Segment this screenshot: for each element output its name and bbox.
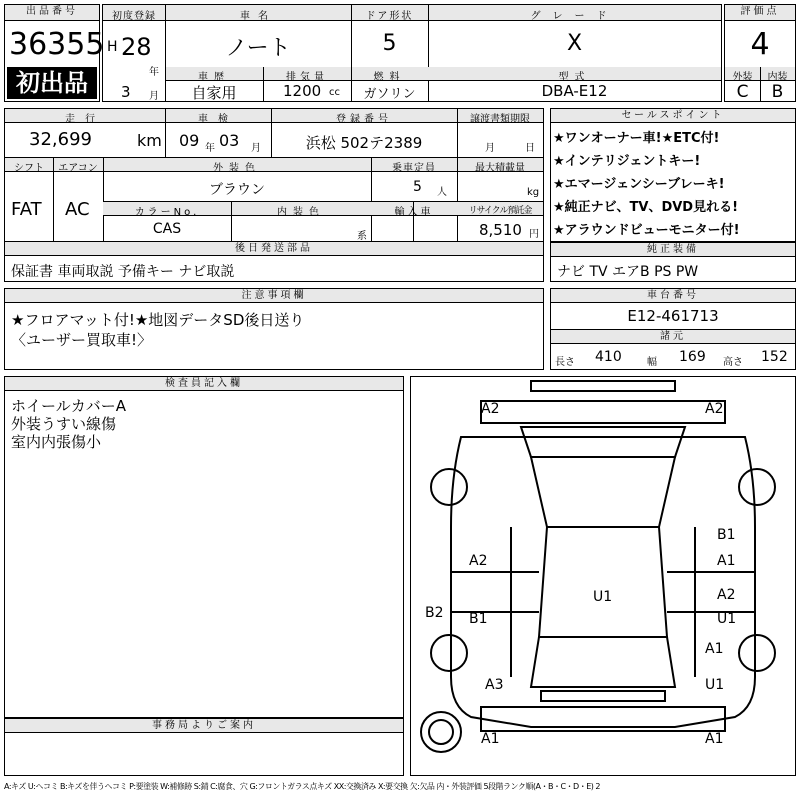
later-parts: 保証書 車両取説 予備キー ナビ取説 [11, 264, 235, 280]
deadline-label: 譲渡書類期限 [470, 114, 530, 125]
notes-box [4, 288, 544, 370]
notes-label: 注意事項欄 [5, 289, 543, 303]
car-outline [411, 377, 795, 775]
score: 4 [750, 27, 770, 62]
plate: 浜松 502テ2389 [305, 134, 423, 152]
front-windshield [521, 427, 685, 457]
reg-month: 3 [121, 83, 131, 101]
car-diagram [410, 376, 796, 776]
chassis-label: 車台番号 [551, 289, 795, 303]
recycle-label: リサイクル預託金 [468, 206, 532, 216]
inspector-label: 検査員記入欄 [5, 377, 403, 391]
inspector-line-1: ホイールカバーA [11, 397, 126, 415]
year-unit: 年 [149, 67, 159, 78]
capacity-label: 乗車定員 [392, 163, 436, 174]
sales-line-3: ★エマージェンシーブレーキ! [553, 177, 725, 192]
equipment-box [550, 242, 796, 282]
month-unit: 月 [149, 91, 159, 102]
inspection-label: 車検 [198, 114, 238, 125]
int-score: B [771, 82, 784, 102]
mark-right-quarter: U1 [705, 677, 725, 693]
load-label: 最大積載量 [475, 163, 525, 174]
wheel-rear-left [431, 635, 467, 671]
int-color-unit: 系 [357, 231, 367, 242]
mark-left-quarter: A3 [485, 677, 504, 693]
front-bumper [481, 401, 725, 423]
history-label: 車歴 [198, 72, 230, 83]
vehicle-info-grid [4, 108, 544, 282]
door-label: ドア形状 [365, 11, 414, 22]
ac-label: エアコン [58, 163, 98, 174]
recycle-unit: 円 [529, 229, 539, 240]
fuel-label: 燃料 [373, 72, 406, 83]
hood [531, 457, 675, 527]
ext-label: 外装 [732, 72, 753, 83]
later-label: 後日発送部品 [5, 242, 543, 256]
color: ブラウン [209, 182, 265, 198]
car-name: ノート [225, 36, 291, 61]
int-label: 内装 [767, 72, 788, 83]
insp-month: 03 [219, 131, 240, 150]
notes-line-1: ★フロアマット付!★地図データSD後日送り [11, 311, 305, 329]
shift: FAT [11, 199, 42, 220]
score-label: 評価点 [725, 5, 795, 21]
plate-label: 登録番号 [336, 114, 392, 125]
wheel-rear-right [739, 635, 775, 671]
grade: X [566, 31, 583, 56]
era: H [107, 39, 118, 55]
color-no-label: カラーNo. [134, 207, 200, 218]
equip-value: ナビ TV エアB PS PW [557, 264, 699, 280]
displacement-unit: cc [329, 87, 340, 98]
insp-year: 09 [179, 131, 200, 150]
sales-line-2: ★インテリジェントキー! [553, 154, 701, 169]
displacement-label: 排気量 [286, 72, 328, 83]
recycle: 8,510 [479, 221, 522, 239]
hgt: 152 [761, 349, 788, 365]
first-listing-badge: 初出品 [7, 67, 97, 99]
mark-rear-left: A1 [481, 731, 500, 747]
model: DBA-E12 [541, 82, 608, 100]
len: 410 [595, 349, 622, 365]
capacity: 5 [413, 179, 422, 195]
shift-label: シフト [14, 163, 44, 174]
insp-year-unit: 年 [205, 143, 215, 154]
sales-line-5: ★アラウンドビューモニター付! [553, 223, 740, 238]
sales-line-4: ★純正ナビ、TV、DVD見れる! [553, 200, 739, 215]
car-name-label: 車名 [240, 11, 276, 22]
roof [539, 527, 667, 637]
legend: A:キズ U:ヘコミ B:キズを伴うヘコミ P:要塗装 W:補修跡 S:錆 C:腐食、穴 G:フロントガラス点キズ XX:交換済み X:要交換 欠:欠品 内・外装評価 5段階ランク順(A・B・C・D・E) 2 [4, 782, 601, 791]
mark-left-rear-door: B1 [469, 611, 488, 627]
ext-score: C [736, 82, 749, 102]
len-label: 長さ [555, 357, 575, 368]
mileage: 32,699 [29, 129, 92, 150]
inspector-box [4, 376, 404, 718]
mileage-unit: km [137, 131, 162, 150]
load-unit: kg [527, 187, 540, 198]
lot-label: 出品番号 [5, 5, 99, 21]
mark-right-rear-wheel: A1 [705, 641, 724, 657]
model-label: 型式 [558, 72, 591, 83]
color-label: 外装色 [213, 163, 261, 174]
wid: 169 [679, 349, 706, 365]
mark-right-rear-door-a: A2 [717, 587, 736, 603]
lot-box [4, 4, 105, 102]
equip-label: 純正装備 [551, 243, 795, 257]
color-no: CAS [152, 221, 182, 237]
chassis-number: E12-461713 [627, 307, 719, 325]
grade-label: グレード [530, 11, 619, 22]
deadline-month: 月 [485, 143, 495, 154]
mark-right-front-door-a: A1 [717, 553, 736, 569]
displacement: 1200 [283, 82, 322, 100]
mark-front-left: A2 [481, 401, 500, 417]
mileage-label: 走行 [65, 114, 105, 125]
office-box [4, 718, 404, 776]
wheel-front-left [431, 469, 467, 505]
notes-line-2: 〈ユーザー買取車!〉 [11, 331, 153, 349]
dims-label: 諸元 [551, 330, 795, 344]
history: 自家用 [191, 84, 237, 102]
inspector-line-3: 室内内張傷小 [11, 433, 102, 451]
inspector-line-2: 外装うすい線傷 [11, 415, 117, 433]
mark-front-right: A2 [705, 401, 724, 417]
reg-label: 初度登録 [112, 11, 156, 22]
sales-points-box [550, 108, 796, 242]
capacity-unit: 人 [437, 187, 447, 198]
sales-label: セールスポイント [551, 109, 795, 123]
doors: 5 [382, 31, 397, 56]
reg-year: 28 [121, 33, 152, 61]
rear-window [531, 637, 675, 687]
ac: AC [65, 199, 90, 220]
wid-label: 幅 [647, 357, 657, 368]
mark-left-front-door: A2 [469, 553, 488, 569]
insp-month-unit: 月 [251, 143, 261, 154]
deadline-day: 日 [525, 143, 535, 154]
int-color-label: 内装色 [277, 207, 325, 218]
lot-number: 36355 [9, 27, 105, 62]
mark-rear-right: A1 [705, 731, 724, 747]
header-grid [102, 4, 722, 102]
mark-left-rear-wheel: B2 [425, 605, 444, 621]
office-label: 事務局よりご案内 [5, 719, 403, 733]
spare-tire [421, 712, 461, 752]
wheel-front-right [739, 469, 775, 505]
hgt-label: 高さ [723, 357, 743, 368]
mark-roof: U1 [593, 589, 613, 605]
mark-right-front-door-b: B1 [717, 527, 736, 543]
import-label: 輸入車 [394, 207, 434, 218]
fuel: ガソリン [363, 87, 416, 102]
front-bumper-top [531, 381, 675, 391]
sales-line-1: ★ワンオーナー車!★ETC付! [553, 131, 720, 146]
score-box [724, 4, 796, 102]
mark-right-rear-door-u: U1 [717, 611, 737, 627]
chassis-box [550, 288, 796, 370]
